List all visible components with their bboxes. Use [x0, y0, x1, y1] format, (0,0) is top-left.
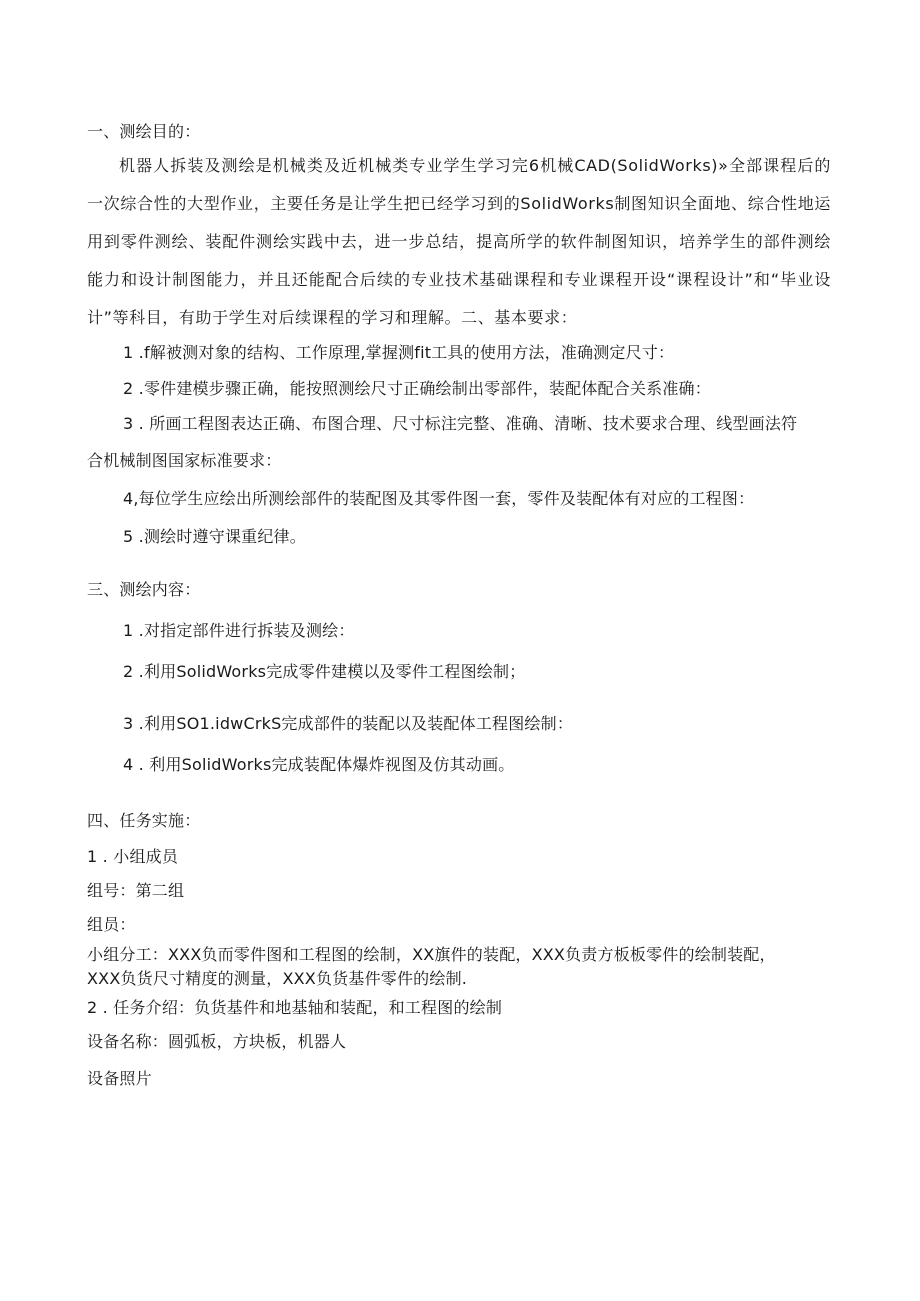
section-4-heading: 四、任务实施：: [87, 811, 201, 830]
task-sub-2: 2 . 任务介绍：负货基件和地基轴和装配，和工程图的绘制: [87, 998, 503, 1017]
group-members: 组员：: [87, 915, 136, 934]
division-line-2: XXX负货尺寸精度的测量，XXX负货基件零件的绘制.: [87, 969, 468, 988]
content-item-1: 1 .对指定部件进行拆装及测绘：: [123, 621, 355, 640]
requirement-item-2: 2 .零件建模步骤正确，能按照测绘尺寸正确绘制出零部件，装配体配合关系准确：: [123, 379, 711, 398]
requirement-item-5: 5 .测绘时遵守课重纪律。: [123, 527, 306, 546]
section-1-paragraph: 机器人拆装及测绘是机械类及近机械类专业学生学习完6机械CAD(SolidWorks)»全部课程后的一次综合性的大型作业，主要任务是让学生把已经学习到的SolidWorks制图知识全面地、综合性地运用到零件测绘、装配件测绘实践中去，进一步总结，提高所学的软件制图知识，培养学生的部件测绘能力和设计制图能力，并且还能配合后续的专业技术基础课程和专业课程开设“课程设计”和“毕业设计”等科目，有助于学生对后续课程的学习和理解。二、基本要求：: [87, 156, 831, 327]
content-item-4: 4 . 利用SolidWorks完成装配体爆炸视图及仿其动画。: [123, 755, 515, 774]
content-item-2: 2 .利用SolidWorks完成零件建模以及零件工程图绘制；: [123, 662, 526, 681]
requirement-item-1: 1 .f解被测对象的结构、工作原理,掌握测fit工具的使用方法，准确测定尺寸：: [123, 343, 675, 362]
requirement-item-3-line-1: 3 . 所画工程图表达正确、布图合理、尺寸标注完整、准确、清晰、技术要求合理、线型画法符: [123, 414, 798, 433]
section-1-heading: 一、测绘目的：: [87, 122, 201, 141]
task-sub-1: 1 . 小组成员: [87, 847, 179, 866]
content-item-3: 3 .利用SO1.idwCrkS完成部件的装配以及装配体工程图绘制：: [123, 714, 574, 733]
equipment-name: 设备名称：圆弧板，方块板，机器人: [87, 1032, 347, 1051]
requirement-item-4: 4,每位学生应绘出所测绘部件的装配图及其零件图一套，零件及装配体有对应的工程图：: [123, 489, 755, 508]
group-number: 组号：第二组: [87, 881, 185, 900]
requirement-item-3-line-2: 合机械制图国家标准要求：: [87, 451, 282, 470]
equipment-photo-label: 设备照片: [87, 1069, 152, 1088]
section-3-heading: 三、测绘内容：: [87, 580, 201, 599]
division-line-1: 小组分工：XXX负而零件图和工程图的绘制，XX旗件的装配，XXX负责方板板零件的绘制装配，: [87, 945, 776, 964]
